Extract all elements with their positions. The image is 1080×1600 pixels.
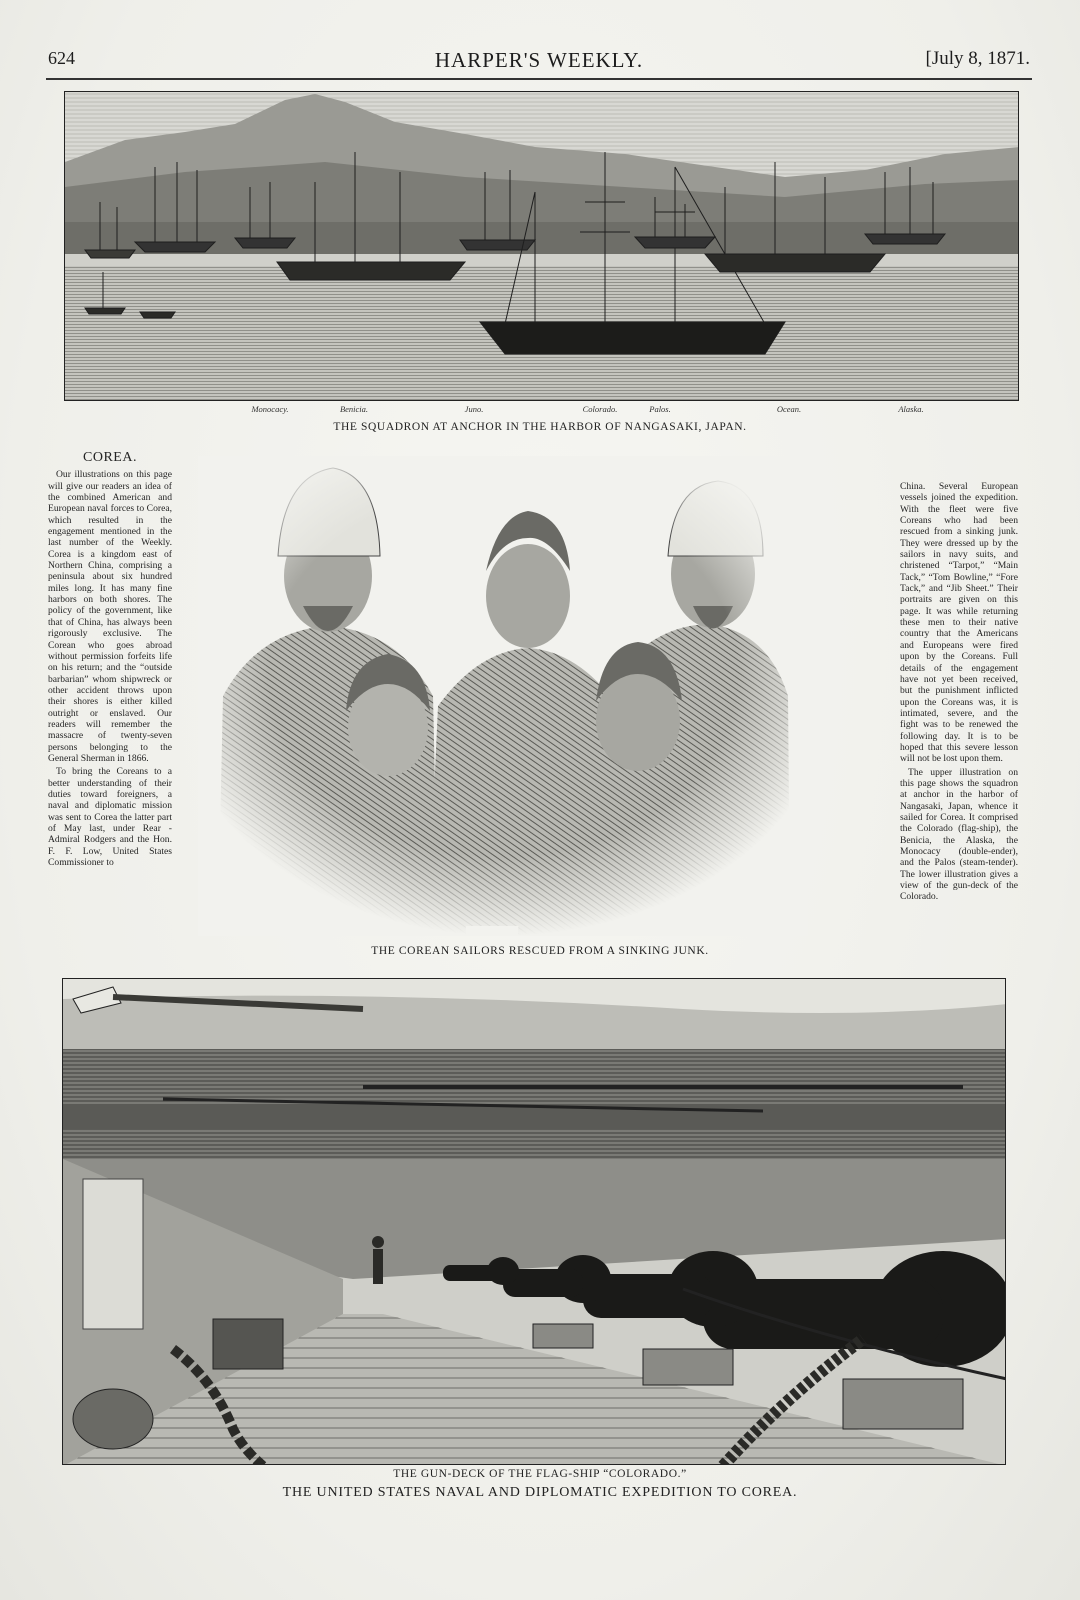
gundeck-caption: THE GUN-DECK OF THE FLAG-SHIP “COLORADO.” (393, 1468, 687, 1480)
harbor-caption: THE SQUADRON AT ANCHOR IN THE HARBOR OF NANGASAKI, JAPAN. (333, 421, 747, 433)
article-title: COREA. (83, 450, 137, 465)
publication-title: HARPER'S WEEKLY. (434, 48, 644, 72)
main-caption: THE UNITED STATES NAVAL AND DIPLOMATIC EXPEDITION TO COREA. (282, 1485, 798, 1500)
portrait-caption: THE COREAN SAILORS RESCUED FROM A SINKING JUNK. (371, 945, 709, 957)
article-right-column (900, 481, 1018, 905)
harbor-engraving (64, 91, 1019, 401)
ship-label-colorado: Colorado. (582, 404, 618, 414)
ship-labels (64, 404, 1019, 418)
ship-label-benicia: Benicia. (339, 404, 369, 414)
ship-label-alaska: Alaska. (898, 404, 924, 414)
ship-label-monocacy: Monocacy. (251, 404, 289, 414)
article-paragraph: Our illustrations on this page will give our readers an idea of the combined American and European naval forces to Corea, which resulted in the engagement mentioned in the last number of the Weekly. Corea is a kingdom east of Northern China, comprising a peninsula about six hundred miles long. It has many fine harbors on both shores. The policy of the government, like that of China, has always been rigorously exclusive. The Corean who goes abroad without permission forfeits life on his return; and the “outside barbarian” whom shipwreck or other accident throws upon their shores is either killed outright or enslaved. Our readers will remember the massacre of twenty-seven persons belonging to the General Sherman in 1866. (48, 469, 172, 764)
masthead-rule (46, 78, 1032, 80)
article-paragraph: China. Several European vessels joined the expedition. With the fleet were five Coreans who had been rescued from a sinking junk. They were dressed up by the sailors in navy suits, and christened “Tarpot,” “Main Tack,” “Tom Bowline,” “Fore Tack,” and “Jib Sheet.” Their portraits are given on this page. It was while returning these men to their native country that the Americans and Europeans were fired upon by the Coreans. Full details of the engagement have not yet been received, but the punishment inflicted upon the Coreans was, it is intimated, severe, and the fight was to be renewed the following day. It is to be hoped that this severe lesson will not be lost upon them. (900, 481, 1018, 765)
ship-label-juno: Juno. (464, 404, 484, 414)
sailors-portrait-engraving (198, 456, 808, 936)
issue-date: [July 8, 1871. (925, 48, 1030, 69)
ship-label-palos: Palos. (649, 404, 671, 414)
gundeck-engraving (62, 978, 1006, 1465)
ship-label-ocean: Ocean. (776, 404, 802, 414)
article-paragraph: To bring the Coreans to a better understanding of their duties toward foreigners, a naval and diplomatic mission was sent to Corea the latter part of May last, under Rear - Admiral Rodgers and the Hon. F. F. Low, United States Commissioner to (48, 766, 172, 869)
article-left-column (48, 452, 172, 870)
article-paragraph: The upper illustration on this page shows the squadron at anchor in the harbor of Nangasaki, Japan, whence it sailed for Corea. It comprised the Colorado (flag-ship), the Benicia, the Alaska, the Monocacy (double-ender), and the Palos (steam-tender). The lower illustration gives a view of the gun-deck of the Colorado. (900, 766, 1018, 903)
masthead (48, 48, 1030, 74)
page-number: 624 (48, 48, 75, 68)
